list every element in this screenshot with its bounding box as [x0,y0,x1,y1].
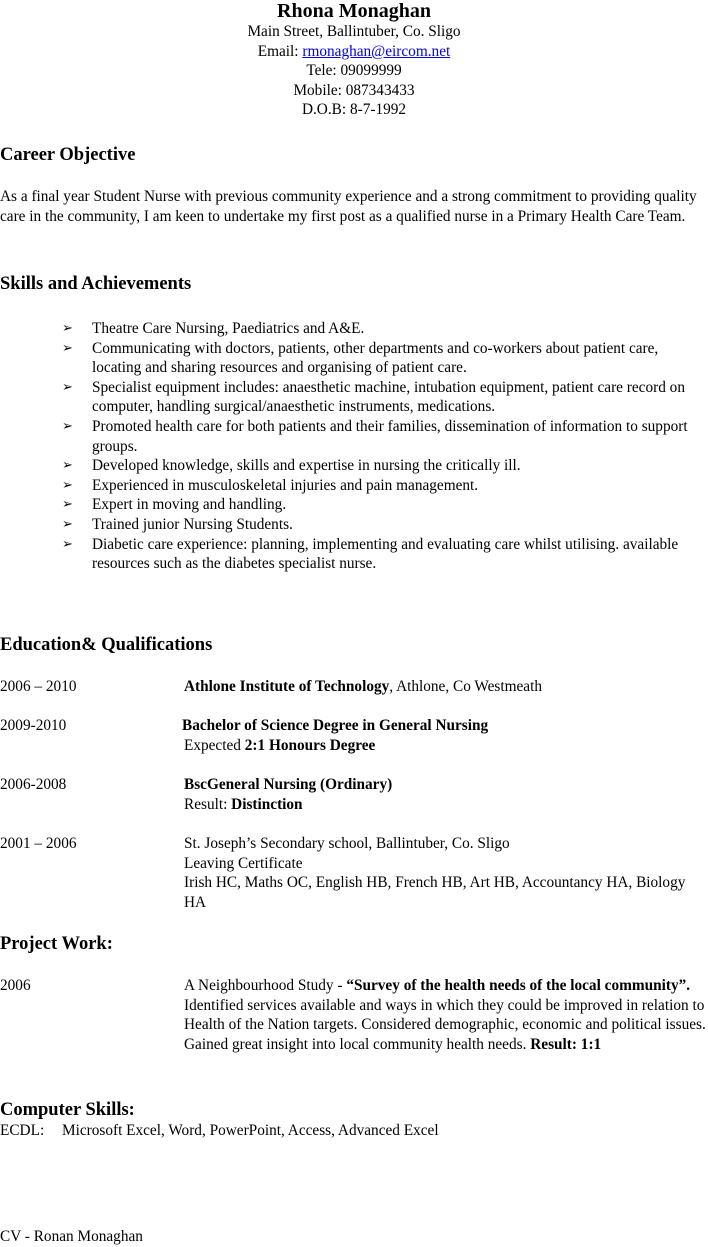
list-item: ➢ Diabetic care experience: planning, implementing and evaluating care whilst utilising. available resources such as the diabetes specialist nurse. [62,535,679,573]
arrowhead-bullet-icon: ➢ [62,477,73,493]
degree-name: Bachelor of Science Degree in General Nursing [182,717,489,734]
list-item: ➢ Developed knowledge, skills and expertise in nursing the critically ill. [62,457,521,475]
arrowhead-bullet-icon: ➢ [62,497,73,513]
institution-location: , Athlone, Co Westmeath [389,678,542,695]
list-item: ➢ Specialist equipment includes: anaesthetic machine, intubation equipment, patient care record on computer, handling surgical/anaesthetic instruments, medications. [62,378,685,416]
education-date: 2001 – 2006 [0,835,77,852]
project-body: Identified services available and ways in which they could be improved in relation to Health of the Nation targets. Considered demographic, economic and political issues. Gained great insight into local community health needs. [184,996,706,1053]
result-label: Result: [184,795,232,813]
list-item: ➢ Experienced in musculoskeletal injuries and pain management. [62,476,479,494]
education-detail [184,677,708,697]
result-value: Distinction [231,795,303,813]
arrowhead-bullet-icon: ➢ [62,536,73,552]
list-item: ➢ Trained junior Nursing Students. [62,515,293,533]
address: Main Street, Ballintuber, Co. Sligo [247,23,461,40]
arrowhead-bullet-icon: ➢ [62,458,73,474]
project-date: 2006 [0,977,31,994]
education-date: 2006-2008 [0,776,67,793]
mobile: Mobile: 087343433 [293,81,415,99]
candidate-name: Rhona Monaghan [277,0,431,22]
project-intro: A Neighbourhood Study - [184,977,347,994]
education-detail [184,834,708,912]
list-item: ➢ Communicating with doctors, patients, other departments and co-workers about patient care, locating and sharing resources and organising of patient care. [62,339,659,377]
arrowhead-bullet-icon: ➢ [62,516,73,532]
arrowhead-bullet-icon: ➢ [62,340,73,356]
career-objective-heading: Career Objective [0,145,136,165]
certificate-name: Leaving Certificate [184,854,303,872]
education-date: 2006 – 2010 [0,678,77,695]
project-result: Result: 1:1 [530,1035,602,1053]
education-detail [182,716,706,755]
email-link[interactable]: rmonaghan@eircom.net [302,42,451,60]
expected-label: Expected [184,736,245,754]
subjects-list: Irish HC, Maths OC, English HB, French HB, Art HB, Accountancy HA, Biology HA [184,874,686,911]
footer-text: CV - Ronan Monaghan [0,1228,143,1245]
career-objective-text: As a final year Student Nurse with previous community experience and a strong commitment to providing quality care in the community, I am keen to undertake my first post as a qualified nurse in a Primary Health Care Team. [0,188,697,225]
computer-skills-heading: Computer Skills: [0,1100,135,1120]
email-line [0,42,708,62]
school-name: St. Joseph’s Secondary school, Ballintuber, Co. Sligo [184,835,510,852]
ecdl-label: ECDL: [0,1122,45,1139]
skills-list [62,319,706,574]
list-item: ➢ Theatre Care Nursing, Paediatrics and A&E. [62,320,365,337]
arrowhead-bullet-icon: ➢ [62,379,73,395]
email-label: Email: [257,42,303,60]
institution-name: Athlone Institute of Technology [184,678,390,695]
skills-heading: Skills and Achievements [0,274,192,294]
arrowhead-bullet-icon: ➢ [62,321,73,336]
date-of-birth: D.O.B: 8-7-1992 [301,101,407,119]
cv-header [0,0,708,120]
education-detail [184,775,708,814]
education-heading: Education& Qualifications [0,635,213,655]
list-item: ➢ Expert in moving and handling. [62,496,287,514]
degree-name: BscGeneral Nursing (Ordinary) [184,776,393,793]
computer-skills-text: Microsoft Excel, Word, PowerPoint, Access, Advanced Excel [62,1122,439,1139]
telephone: Tele: 09099999 [306,62,402,80]
project-title: “Survey of the health needs of the local community”. [346,977,691,994]
project-detail [184,976,708,1054]
computer-skills-line [0,1121,706,1141]
list-item: ➢ Promoted health care for both patients and their families, dissemination of information to support groups. [62,417,688,455]
expected-value: 2:1 Honours Degree [244,736,376,754]
project-heading: Project Work: [0,934,113,954]
arrowhead-bullet-icon: ➢ [62,418,73,434]
education-date: 2009-2010 [0,717,67,734]
